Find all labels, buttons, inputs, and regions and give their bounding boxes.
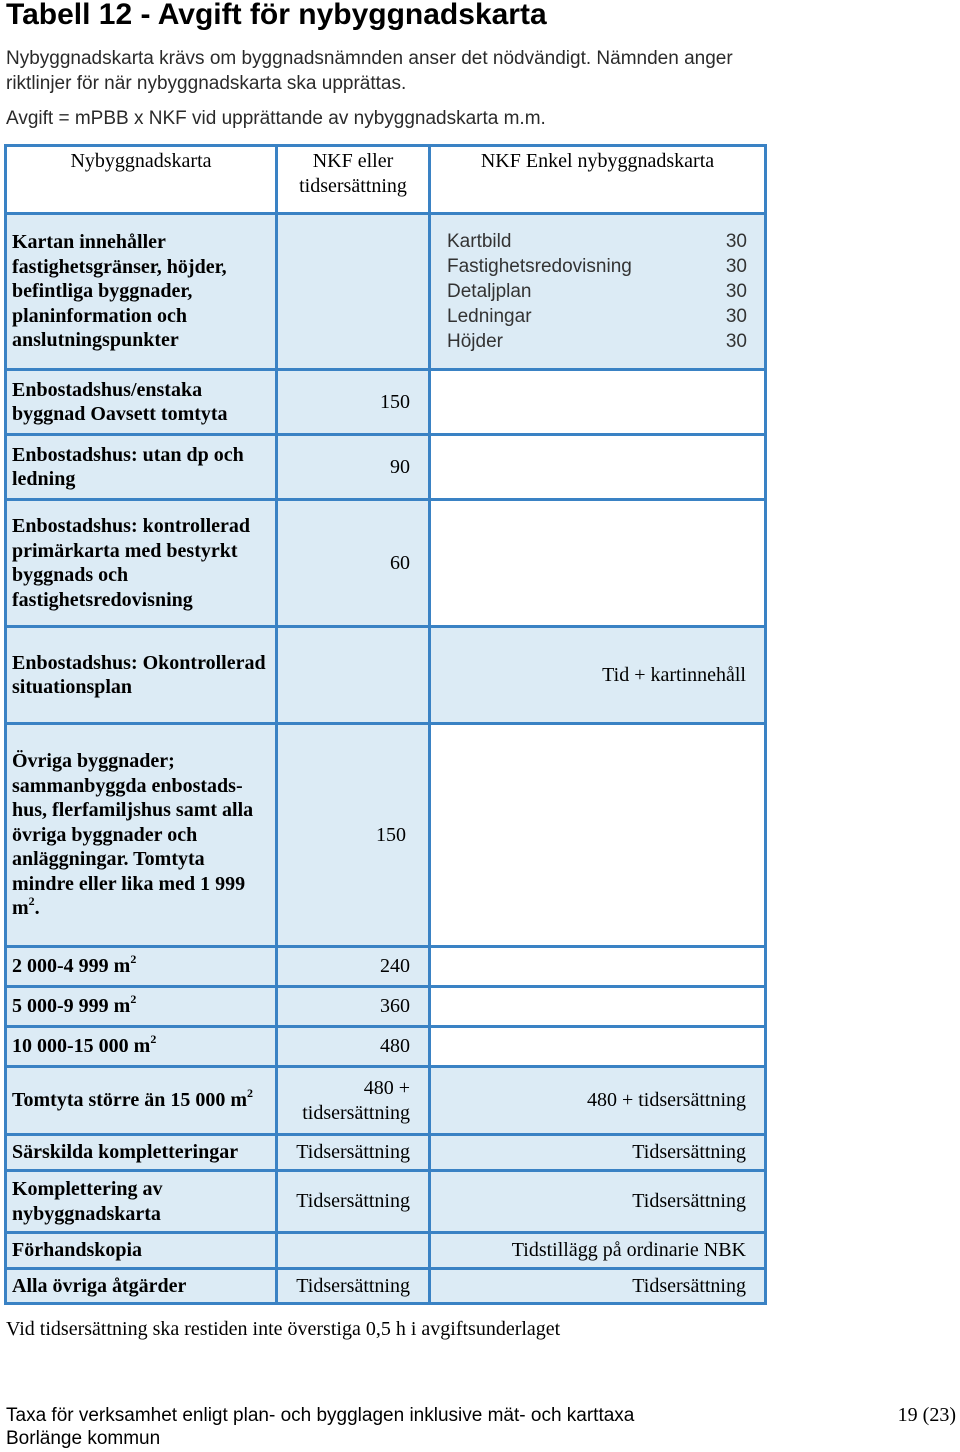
row-label: Komplettering av nybyggnadskarta bbox=[6, 1171, 277, 1233]
row-label: Övriga byggnader; sammanbyggda enbostads-hus, flerfamiljshus samt alla övriga byggnader och anläggningar. Tomtyta mindre eller lika med 1 999 $m^2$. bbox=[6, 724, 277, 947]
row-label: Tomtyta större än 15 000 $m^2$ bbox=[6, 1067, 277, 1135]
header-nkf: NKF eller tidsersättning bbox=[277, 146, 430, 214]
row-label: Enbostadshus: kontrollerad primärkarta med bestyrkt byggnads och fastighetsredovisning bbox=[6, 500, 277, 627]
row-label: Enbostadshus/enstaka byggnad Oavsett tomtyta bbox=[6, 370, 277, 435]
table-header-row bbox=[6, 146, 766, 214]
enkel-cell: Tid + kartinnehåll bbox=[430, 627, 766, 724]
nkf-cell: 90 bbox=[277, 435, 430, 500]
table-row bbox=[6, 500, 766, 627]
enkel-cell bbox=[430, 724, 766, 947]
row-label: Alla övriga åtgärder bbox=[6, 1268, 277, 1304]
fee-table bbox=[4, 144, 767, 1305]
table-row bbox=[6, 214, 766, 370]
enkel-cell bbox=[430, 947, 766, 987]
nkf-cell bbox=[277, 1233, 430, 1269]
page-number: 19 (23) bbox=[897, 1404, 956, 1426]
table-row bbox=[6, 724, 766, 947]
header-nkf-enkel: NKF Enkel nybyggnadskarta bbox=[430, 146, 766, 214]
row-label: Förhandskopia bbox=[6, 1233, 277, 1269]
enkel-cell bbox=[430, 370, 766, 435]
nkf-cell: 480 + tidsersättning bbox=[277, 1067, 430, 1135]
nkf-cell: Tidsersättning bbox=[277, 1268, 430, 1304]
enkel-cell: Tidstillägg på ordinarie NBK bbox=[430, 1233, 766, 1269]
nkf-cell bbox=[277, 214, 430, 370]
table-row bbox=[6, 1135, 766, 1171]
enkel-cell: 480 + tidsersättning bbox=[430, 1067, 766, 1135]
enkel-cell bbox=[430, 500, 766, 627]
header-nybyggnadskarta: Nybyggnadskarta bbox=[6, 146, 277, 214]
municipality-name: Borlänge kommun bbox=[6, 1428, 161, 1449]
row-label: Särskilda kompletteringar bbox=[6, 1135, 277, 1171]
nkf-cell: 150 bbox=[277, 370, 430, 435]
document-title: Taxa för verksamhet enligt plan- och bygglagen inklusive mät- och karttaxa bbox=[6, 1405, 635, 1426]
map-content-list bbox=[447, 229, 759, 354]
table-row bbox=[6, 987, 766, 1027]
table-row bbox=[6, 627, 766, 724]
table-row bbox=[6, 1171, 766, 1233]
row-label: Kartan innehåller fastighetsgränser, höjder, befintliga byggnader, planinformation och anslutningspunkter bbox=[6, 214, 277, 370]
nkf-cell: 360 bbox=[277, 987, 430, 1027]
table-row bbox=[6, 1233, 766, 1269]
nkf-cell: 150 bbox=[277, 724, 430, 947]
fee-formula: Avgift = mPBB x NKF vid upprättande av nybyggnadskarta m.m. bbox=[6, 108, 546, 129]
row-label: 10 000-15 000 $m^2$ bbox=[6, 1027, 277, 1067]
table-row bbox=[6, 370, 766, 435]
nkf-cell: 60 bbox=[277, 500, 430, 627]
list-item: Fastighetsredovisning 30 bbox=[447, 256, 747, 277]
row-label: Enbostadshus: utan dp och ledning bbox=[6, 435, 277, 500]
intro-text: Nybyggnadskarta krävs om byggnadsnämnden anser det nödvändigt. Nämnden anger riktlinjer för när nybyggnadskarta ska upprättas. bbox=[6, 48, 733, 94]
enkel-cell: Tidsersättning bbox=[430, 1135, 766, 1171]
enkel-cell: Tidsersättning bbox=[430, 1268, 766, 1304]
enkel-cell bbox=[430, 987, 766, 1027]
nkf-cell bbox=[277, 627, 430, 724]
nkf-cell: Tidsersättning bbox=[277, 1135, 430, 1171]
table-row bbox=[6, 1067, 766, 1135]
page-title: Tabell 12 - Avgift för nybyggnadskarta bbox=[6, 0, 547, 31]
list-item: Detaljplan 30 bbox=[447, 281, 747, 302]
table-row bbox=[6, 435, 766, 500]
row-label: 2 000-4 999 $m^2$ bbox=[6, 947, 277, 987]
table-footnote: Vid tidsersättning ska restiden inte överstiga 0,5 h i avgiftsunderlaget bbox=[6, 1318, 561, 1340]
table-row bbox=[6, 1268, 766, 1304]
table-row bbox=[6, 947, 766, 987]
list-item: Ledningar 30 bbox=[447, 306, 747, 327]
list-item: Höjder 30 bbox=[447, 331, 747, 352]
table-row bbox=[6, 1027, 766, 1067]
map-content-cell bbox=[430, 214, 766, 370]
enkel-cell: Tidsersättning bbox=[430, 1171, 766, 1233]
enkel-cell bbox=[430, 1027, 766, 1067]
row-label: 5 000-9 999 $m^2$ bbox=[6, 987, 277, 1027]
page-footer bbox=[6, 1404, 634, 1450]
row-label: Enbostadshus: Okontrollerad situationsplan bbox=[6, 627, 277, 724]
nkf-cell: 240 bbox=[277, 947, 430, 987]
nkf-cell: Tidsersättning bbox=[277, 1171, 430, 1233]
nkf-cell: 480 bbox=[277, 1027, 430, 1067]
list-item: Kartbild 30 bbox=[447, 231, 747, 252]
enkel-cell bbox=[430, 435, 766, 500]
